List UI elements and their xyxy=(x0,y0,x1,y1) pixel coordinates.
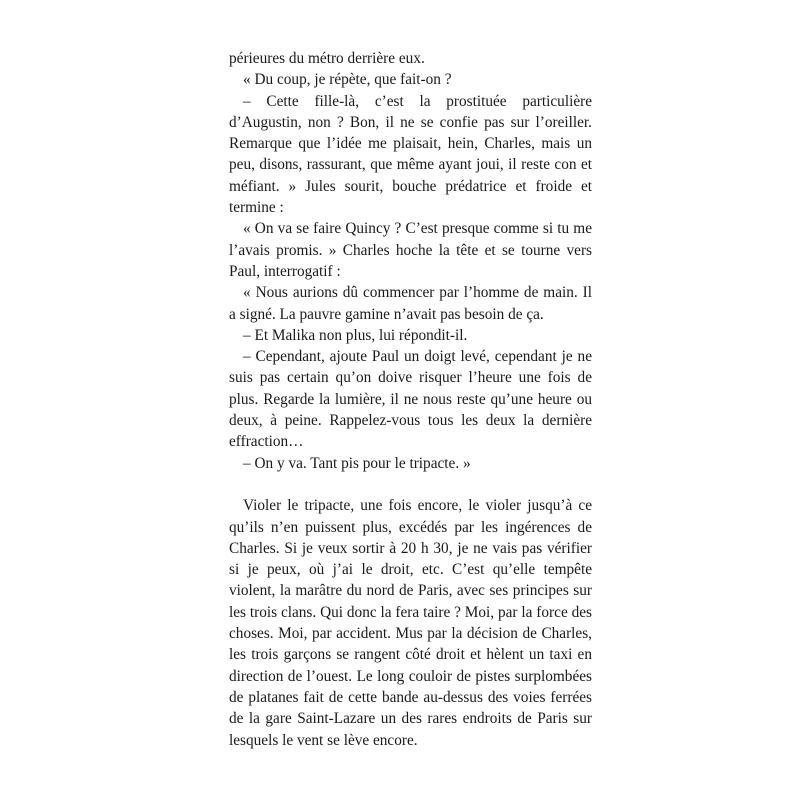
paragraph-7: – Cependant, ajoute Paul un doigt levé, cependant je ne suis pas certain qu’on doive risquer l’heure une fois de plus. Regarde la lumière, il ne nous reste qu’une heure ou deux, à peine. Rappelez-vous tous les deux la dernière effraction… xyxy=(229,348,592,451)
paragraph-5: « Nous aurions dû commencer par l’homme de main. Il a signé. La pauvre gamine n’avait pas besoin de ça. xyxy=(229,284,592,323)
paragraph-2: « Du coup, je répète, que fait-on ? xyxy=(243,71,452,89)
paragraph-4: « On va se faire Quincy ? C’est presque comme si tu me l’avais promis. » Charles hoche la tête et se tourne vers Paul, interrogatif : xyxy=(229,220,592,280)
paragraph-9: Violer le tripacte, une fois encore, le violer jusqu’à ce qu’ils n’en puissent plus, excédés par les ingérences de Charles. Si je veux sortir à 20 h 30, je ne vais pas vérifier si je peux, où j’ai le droit, etc. C’est qu’elle tempête violent, la marâtre du nord de Paris, avec ses principes sur les trois clans. Qui donc la fera taire ? Moi, par la force des choses. Moi, par accident. Mus par la décision de Charles, les trois garçons se rangent côté droit et hèlent un taxi en direction de l’ouest. Le long couloir de pistes surplombées de platanes fait de cette bande au-dessus des voies ferrées de la gare Saint-Lazare un des rares endroits de Paris sur lesquels le vent se lève encore. xyxy=(229,497,592,749)
section-break xyxy=(229,474,592,495)
paragraph-3: – Cette fille-là, c’est la prostituée particulière d’Augustin, non ? Bon, il ne se confie pas sur l’oreiller. Remarque que l’idée me plaisait, hein, Charles, mais un peu, disons, rassurant, que même ayant joui, il reste con et méfiant. » Jules sourit, bouche prédatrice et froide et termine : xyxy=(229,92,592,217)
paragraph-1: périeures du métro derrière eux. xyxy=(229,50,425,67)
book-page xyxy=(229,48,592,751)
paragraph-6: – Et Malika non plus, lui répondit-il. xyxy=(243,326,468,344)
paragraph-8: – On y va. Tant pis pour le tripacte. » xyxy=(243,454,471,472)
